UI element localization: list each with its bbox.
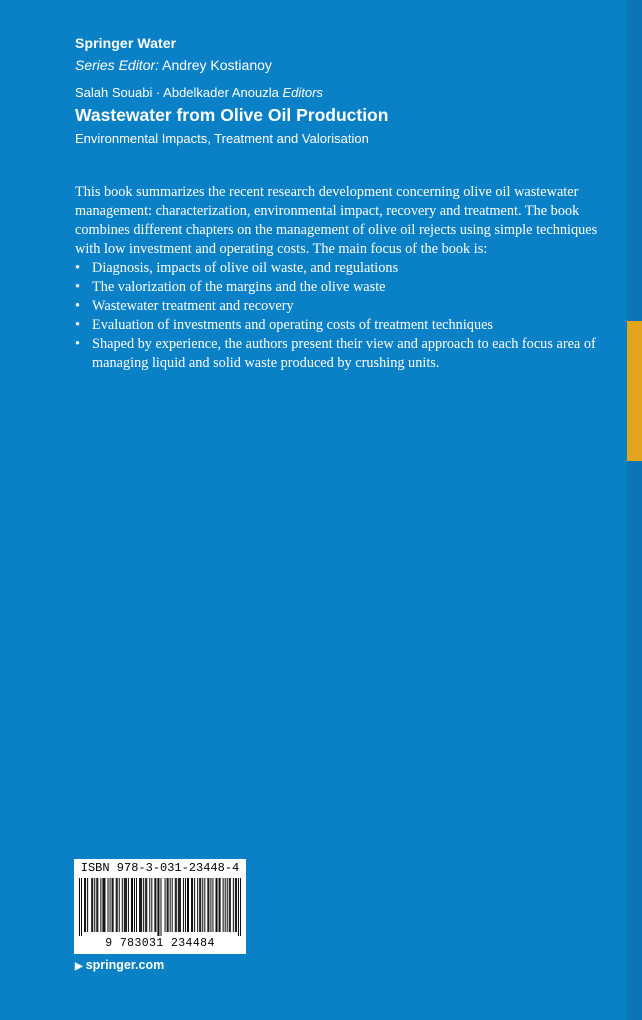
barcode-bar [194, 878, 195, 932]
barcode-bar [188, 878, 189, 932]
spine-edge [627, 0, 642, 1020]
series-color-tab [627, 321, 642, 461]
book-subtitle: Environmental Impacts, Treatment and Valorisation [75, 131, 369, 146]
barcode-bar [192, 878, 193, 932]
barcode-bar [227, 878, 228, 932]
description-line: This book summarizes the recent research development concerning olive oil wastewater [75, 184, 579, 200]
barcode-bar [128, 878, 129, 932]
barcode-bar [161, 878, 162, 936]
barcode-bar [170, 878, 171, 932]
barcode-bar [216, 878, 217, 932]
barcode-bar [238, 878, 239, 936]
arrow-right-icon: ▶ [75, 961, 83, 972]
barcode-bar [149, 878, 150, 932]
description-paragraph [75, 183, 605, 259]
barcode-bar [187, 878, 188, 932]
barcode-bar [167, 878, 168, 932]
bullet-icon: • [75, 298, 81, 314]
barcode-bar [158, 878, 159, 936]
barcode-bar [100, 878, 101, 932]
barcode-bar [207, 878, 208, 932]
barcode-bar [134, 878, 135, 932]
barcode-bar [143, 878, 144, 932]
barcode-bar [103, 878, 104, 932]
barcode-bar [235, 878, 236, 932]
book-authors [75, 85, 323, 100]
barcode-bar [104, 878, 105, 932]
publisher-website[interactable] [75, 958, 164, 972]
barcode-bar [146, 878, 147, 932]
series-editor-name: Andrey Kostianoy [162, 57, 272, 73]
description-line: management: characterization, environmental impact, recovery and treatment. The book [75, 203, 580, 219]
barcode-bar [140, 878, 141, 932]
barcode-bar [97, 878, 98, 932]
barcode-bar [210, 878, 211, 932]
barcode-bar [122, 878, 123, 932]
book-title: Wastewater from Olive Oil Production [75, 105, 389, 125]
series-name: Springer Water [75, 35, 177, 51]
focus-list-item: • Wastewater treatment and recovery [75, 298, 294, 314]
barcode-bar [126, 878, 127, 932]
barcode-bar [81, 878, 82, 936]
barcode-bar [230, 878, 231, 932]
barcode-bar [84, 878, 85, 932]
barcode-bar [141, 878, 142, 932]
barcode-bar [178, 878, 179, 932]
barcode-bar [112, 878, 113, 932]
barcode-bar [202, 878, 203, 932]
barcode-bar [124, 878, 125, 932]
description-line: combines different chapters on the management of olive oil rejects using simple techniques [75, 222, 598, 238]
barcode-bar [139, 878, 140, 932]
barcode-bar [175, 878, 176, 932]
barcode-bar [145, 878, 146, 932]
bullet-icon: • [75, 336, 81, 352]
series-editor [75, 57, 272, 73]
authors-names: Salah Souabi · Abdelkader Anouzla [75, 85, 279, 100]
barcode-bar [179, 878, 180, 932]
barcode-bar [225, 878, 226, 932]
barcode-bar [87, 878, 88, 932]
barcode-bar [119, 878, 120, 932]
barcode-bar [132, 878, 133, 932]
barcode-bar [136, 878, 137, 932]
barcode-bar [94, 878, 95, 932]
barcode-icon [79, 878, 241, 936]
barcode-bar [168, 878, 169, 932]
barcode-bar [183, 878, 184, 932]
website-text: springer.com [85, 958, 165, 972]
barcode-bar [154, 878, 155, 932]
bullet-icon: • [75, 260, 81, 276]
barcode-digits: 9 783031 234484 [105, 937, 215, 950]
barcode-bar [155, 878, 156, 932]
barcode-bar [96, 878, 97, 932]
focus-list-item: • Diagnosis, impacts of olive oil waste, and regulations [75, 260, 399, 276]
isbn-number: ISBN 978-3-031-23448-4 [80, 861, 240, 875]
barcode-bar [131, 878, 132, 932]
barcode-bar [79, 878, 80, 936]
focus-list-item: • The valorization of the margins and the olive waste [75, 279, 386, 295]
focus-list [75, 259, 605, 373]
barcode-bar [197, 878, 198, 932]
barcode-bar [102, 878, 103, 932]
barcode-bar [217, 878, 218, 932]
barcode-bar [110, 878, 111, 932]
barcode-bar [92, 878, 93, 932]
barcode-bar [91, 878, 92, 932]
bullet-icon: • [75, 279, 81, 295]
barcode-bar [176, 878, 177, 932]
barcode-bar [200, 878, 201, 932]
barcode-bar [204, 878, 205, 932]
barcode-bar [172, 878, 173, 932]
barcode-bar [220, 878, 221, 932]
barcode-bar [212, 878, 213, 932]
barcode-bar [236, 878, 237, 932]
barcode-bar [85, 878, 86, 932]
series-editor-label: Series Editor: [75, 57, 160, 73]
barcode-bar [191, 878, 192, 932]
bullet-icon: • [75, 317, 81, 333]
isbn-barcode [74, 859, 246, 954]
barcode-bar [233, 878, 234, 932]
barcode-bar [240, 878, 241, 936]
barcode-bar [219, 878, 220, 932]
barcode-bar [208, 878, 209, 932]
barcode-bar [108, 878, 109, 932]
description-line: with low investment and operating costs. The main focus of the book is: [75, 241, 488, 257]
barcode-bar [117, 878, 118, 932]
barcode-bar [116, 878, 117, 932]
barcode-bar [157, 878, 158, 936]
barcode-bar [165, 878, 166, 932]
barcode-bar [223, 878, 224, 932]
book-description [75, 183, 605, 373]
barcode-bar [199, 878, 200, 932]
barcode-bar [229, 878, 230, 932]
editors-label: Editors [282, 85, 323, 100]
barcode-bar [125, 878, 126, 932]
barcode-bar [151, 878, 152, 932]
barcode-bar [180, 878, 181, 932]
barcode-bar [113, 878, 114, 932]
focus-list-item: • Shaped by experience, the authors present their view and approach to each focus area of managing liquid and solid waste produced by crushing units. [75, 336, 596, 371]
barcode-bar [185, 878, 186, 932]
focus-list-item: • Evaluation of investments and operating costs of treatment techniques [75, 317, 493, 333]
